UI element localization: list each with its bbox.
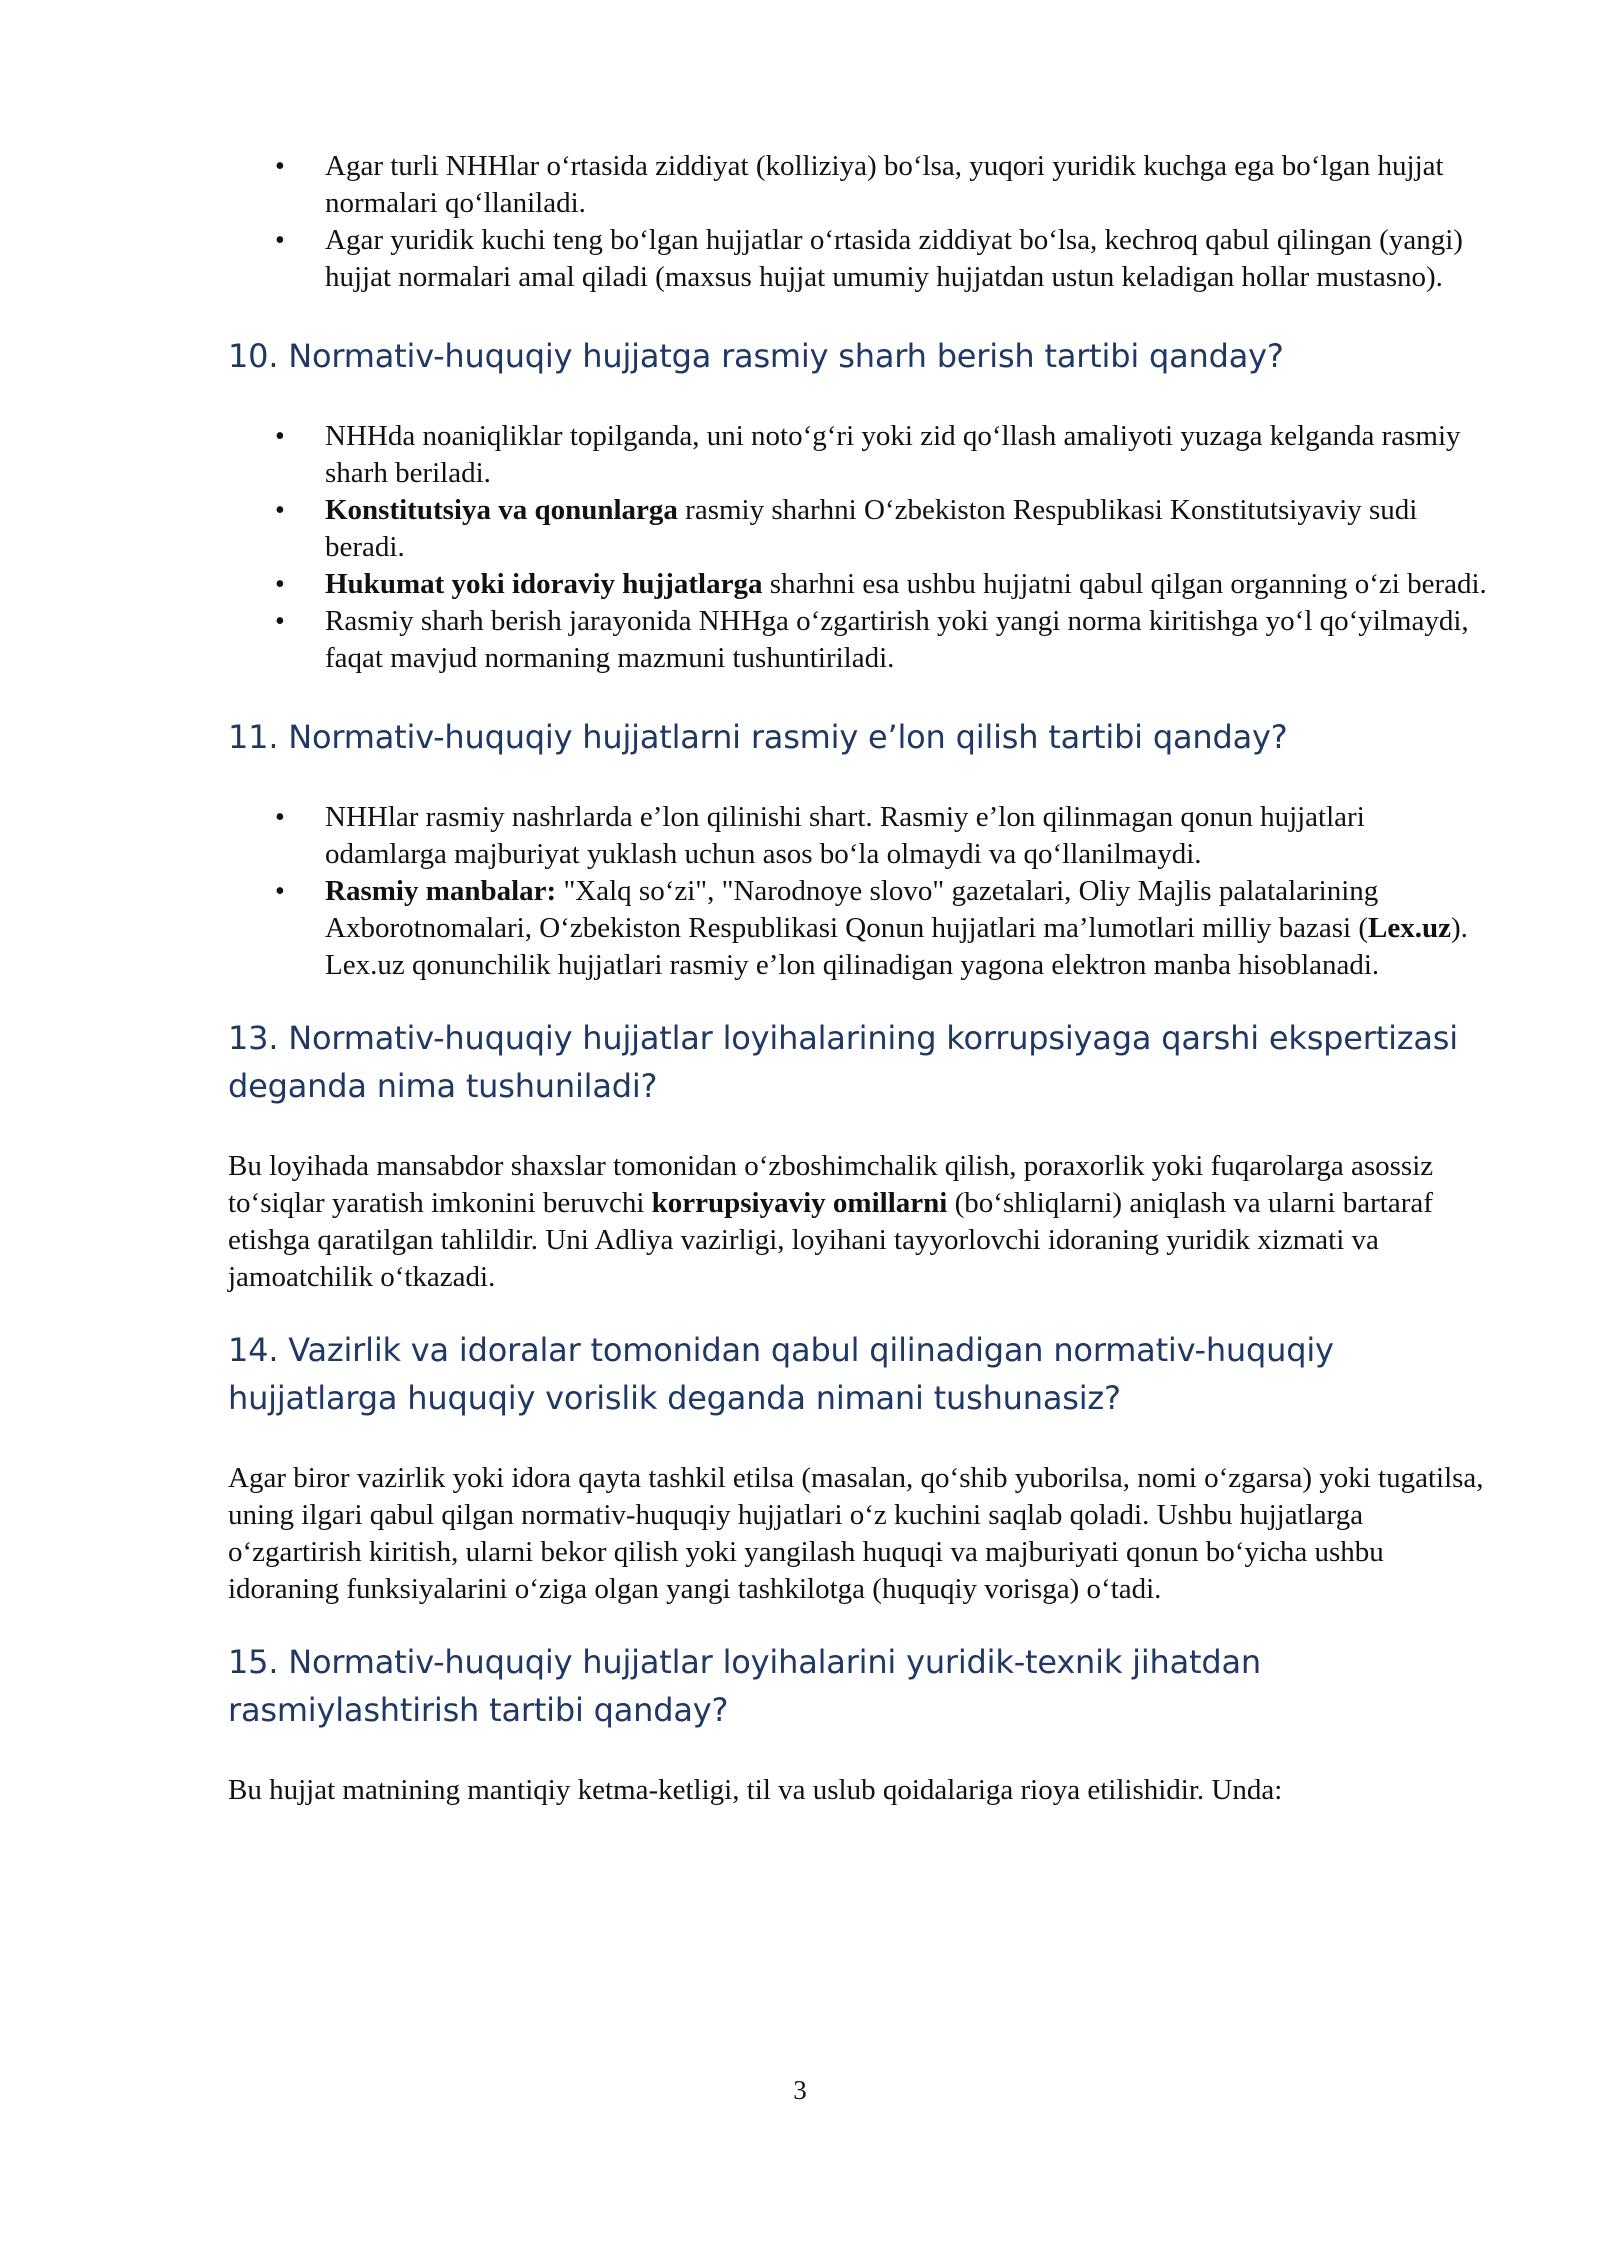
bullet-list-section-11 bbox=[228, 799, 1488, 984]
list-item: • Agar yuridik kuchi teng bo‘lgan hujjatlar o‘rtasida ziddiyat bo‘lsa, kechroq qabul qilingan (yangi) hujjat normalari amal qiladi (maxsus hujjat umumiy hujjatdan ustun keladigan hollar mustasno). bbox=[325, 222, 1488, 296]
bold-phrase: Hukumat yoki idoraviy hujjatlarga bbox=[325, 568, 763, 600]
list-item: • Konstitutsiya va qonunlarga rasmiy sharhni O‘zbekiston Respublikasi Konstitutsiyaviy sudi beradi. bbox=[325, 492, 1488, 566]
section-heading-13: 13. Normativ-huquqiy hujjatlar loyihalarining korrupsiyaga qarshi ekspertizasi deganda nima tushuniladi? bbox=[228, 1019, 1458, 1105]
list-item: • NHHlar rasmiy nashrlarda e’lon qilinishi shart. Rasmiy e’lon qilinmagan qonun hujjatlari odamlarga majburiyat yuklash uchun asos bo‘la olmaydi va qo‘llanilmaydi. bbox=[325, 799, 1488, 873]
bold-phrase: Lex.uz bbox=[1367, 912, 1451, 944]
section-15-paragraph: Bu hujjat matnining mantiqiy ketma-ketligi, til va uslub qoidalariga rioya etilishidir. Unda: bbox=[228, 1774, 1283, 1806]
list-item: • Rasmiy sharh berish jarayonida NHHga o‘zgartirish yoki yangi norma kiritishga yo‘l qo‘yilmaydi, faqat mavjud normaning mazmuni tushuntiriladi. bbox=[325, 603, 1488, 677]
section-13-paragraph: Bu loyihada mansabdor shaxslar tomonidan o‘zboshimchalik qilish, poraxorlik yoki fuqarolarga asossiz to‘siqlar yaratish imkonini beruvchi korrupsiyaviy omillarni (bo‘shliqlarni) aniqlash va ularni bartaraf etishga qaratilgan tahlildir. Uni Adliya vazirligi, loyihani tayyorlovchi idoraning yuridik xizmati va jamoatchilik o‘tkazadi. bbox=[228, 1150, 1434, 1293]
page-number: 3 bbox=[793, 2075, 807, 2105]
bullet-list-section-10 bbox=[228, 418, 1488, 677]
section-heading-14: 14. Vazirlik va idoralar tomonidan qabul qilinadigan normativ-huquqiy hujjatlarga huquqiy vorislik deganda nimani tushunasiz? bbox=[228, 1331, 1334, 1417]
section-heading-11: 11. Normativ-huquqiy hujjatlarni rasmiy e’lon qilish tartibi qanday? bbox=[228, 718, 1288, 756]
bold-phrase: korrupsiyaviy omillarni bbox=[651, 1187, 948, 1219]
section-heading-10: 10. Normativ-huquqiy hujjatga rasmiy sharh berish tartibi qanday? bbox=[228, 337, 1284, 375]
list-item: • Agar turli NHHlar o‘rtasida ziddiyat (kolliziya) bo‘lsa, yuqori yuridik kuchga ega bo‘lgan hujjat normalari qo‘llaniladi. bbox=[325, 148, 1488, 222]
list-item: • NHHda noaniqliklar topilganda, uni noto‘g‘ri yoki zid qo‘llash amaliyoti yuzaga kelganda rasmiy sharh beriladi. bbox=[325, 418, 1488, 492]
list-item: • Rasmiy manbalar: "Xalq so‘zi", "Narodnoye slovo" gazetalari, Oliy Majlis palatalarining Axborotnomalari, O‘zbekiston Respublikasi Qonun hujjatlari ma’lumotlari milliy bazasi (Lex.uz). Lex.uz qonunchilik hujjatlari rasmiy e’lon qilinadigan yagona elektron manba hisoblanadi. bbox=[325, 873, 1488, 984]
list-item: • Hukumat yoki idoraviy hujjatlarga sharhni esa ushbu hujjatni qabul qilgan organning o‘zi beradi. bbox=[325, 566, 1488, 603]
section-14-paragraph: Agar biror vazirlik yoki idora qayta tashkil etilsa (masalan, qo‘shib yuborilsa, nomi o‘zgarsa) yoki tugatilsa, uning ilgari qabul qilgan normativ-huquqiy hujjatlari o‘z kuchini saqlab qoladi. Ushbu hujjatlarga o‘zgartirish kiritish, ularni bekor qilish yoki yangilash huquqi va majburiyati qonun bo‘yicha ushbu idoraning funksiyalarini o‘ziga olgan yangi tashkilotga (huquqiy vorisga) o‘tadi. bbox=[228, 1462, 1484, 1605]
bold-phrase: Rasmiy manbalar: bbox=[325, 875, 557, 907]
page-content bbox=[228, 148, 1488, 1809]
section-heading-15: 15. Normativ-huquqiy hujjatlar loyihalarini yuridik-texnik jihatdan rasmiylashtirish tartibi qanday? bbox=[228, 1643, 1261, 1729]
bold-phrase: Konstitutsiya va qonunlarga bbox=[325, 494, 678, 526]
bullet-list-conflicts bbox=[228, 148, 1488, 296]
